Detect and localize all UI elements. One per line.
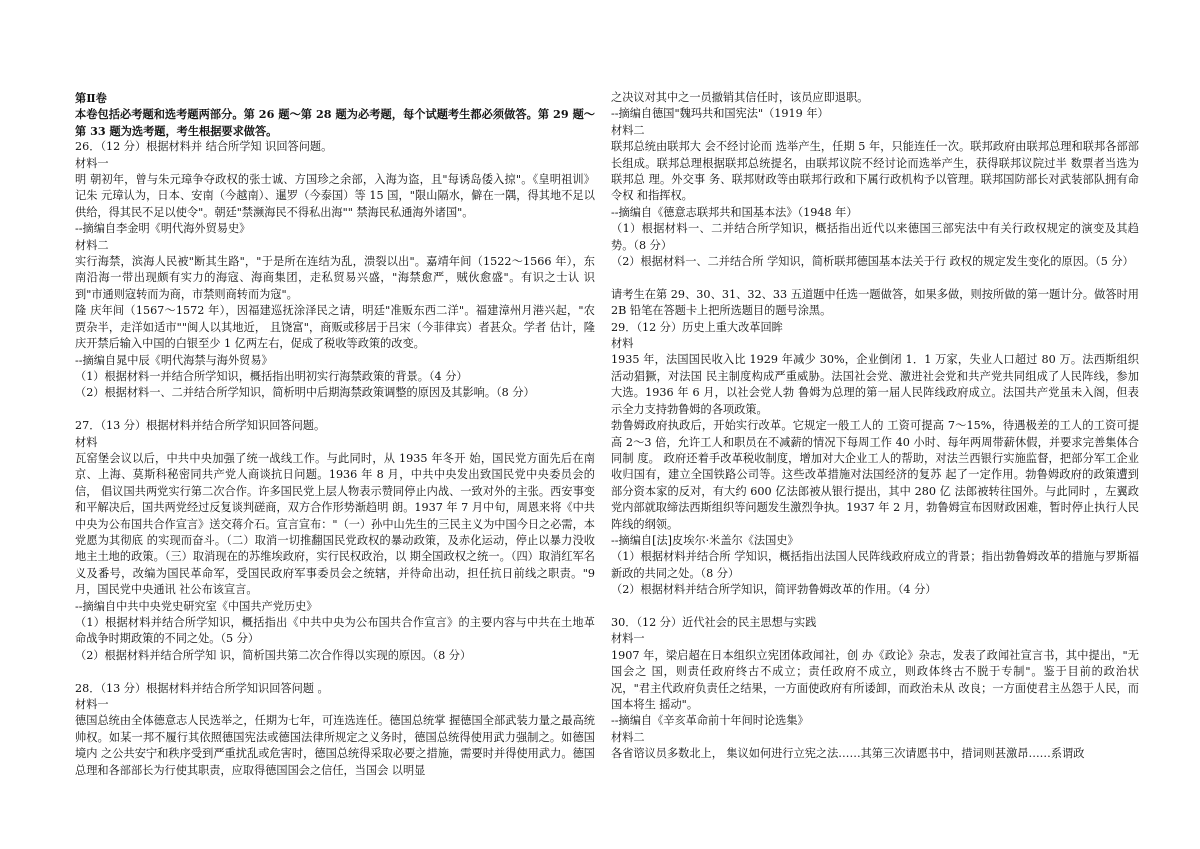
paragraph: 本卷包括必考题和选考题两部分。第 26 题～第 28 题为必考题，每个试题考生都必须做答。第 29 题～第 33 题为选考题，考生根据要求做答。 [75, 107, 595, 138]
paragraph-gap [75, 402, 595, 418]
paragraph: 隆 庆年间（1567～1572 年），因福建巡抚涂泽民之请，明廷"准贩东西二洋"。福建漳州月港兴起，"农贾杂半，走洋如适市""闽人以其地近， 且饶富"，商贩或移居于吕宋（今菲律宾）者甚众。学者 估计，隆庆开禁后输入中国的白银至少 1 亿两左右，促成了税收等政策的改变。 [75, 304, 595, 351]
paragraph: --摘编自晁中辰《明代海禁与海外贸易》 [75, 353, 273, 367]
paragraph: （1）根据材料并结合所 学知识，概括指出法国人民阵线政府成立的背景；指出勃鲁姆改革的措施与罗斯福新政的共同之处。（8 分） [611, 550, 1139, 580]
paragraph: --摘编自李金明《明代海外贸易史》 [75, 222, 251, 236]
paragraph: 材料 [75, 435, 98, 449]
paragraph: 联邦总统由联邦大 会不经讨论而 选举产生，任期 5 年，只能连任一次。联邦政府由联邦总理和联邦各部部长组成。联邦总理根据联邦总统提名，由联邦议院不经讨论而选举产生，获得联邦议院过半 数票者当选为联邦总 理。外交事 务、联邦财政等由联邦行政和下属行政机构予以管理。联邦国防部长对武装部队拥有命令权 和指挥权。 [611, 140, 1139, 203]
paragraph: 1907 年，梁启超在日本组织立宪团体政闻社，创 办《政论》杂志，发表了政闻社宣言书，其中提出，"无国会之 国，则责任政府终古不成立；责任政府不成立，则政体终古不脱于专制"。鉴于目前的政治状况，"君主代政府负责任之结果，一方面使政府有所诿卸，而政治未从 改良；一方面使君主丛怨于人民，而国本将生 摇动"。 [611, 648, 1139, 711]
left-column [75, 90, 595, 779]
paragraph: 明 朝初年，曾与朱元璋争夺政权的张士诚、方国珍之余部，入海为盗，且"每诱岛倭入掠"。《皇明祖训》记朱 元璋认为，日本、安南（今越南）、暹罗（今泰国）等 15 国，"限山隔水，僻在一隅，得其地不足以供给，得其民不足以使令"。朝廷"禁濒海民不得私出海"" 禁海民私通海外诸国"。 [75, 173, 595, 219]
paragraph: （2）根据材料并结合所学知 识，简析国共第二次合作得以实现的原因。（8 分） [75, 648, 472, 662]
paragraph: 勃鲁姆政府执政后，开始实行改革。它规定一般工人的 工资可提高 7～15%，待遇极差的工人的工资可提高 2～3 倍，允许工人和职员在不减薪的情况下每周工作 40 小时、每年两周带薪休假，并要求完善集体合同制 度。 政府还着手改革税收制度，增加对大企业工人的帮助，对法兰西银行实施监督，把部分军工企业收归国有，建立全国铁路公司等。这些改革措施对法国经济的复苏 起了一定作用。勃鲁姆政府的政策遭到部分资本家的反对，有大约 600 亿法郎被从银行提出，其中 280 亿 法郎被转往国外。与此同时 ，左翼政党内部就取缔法西斯组织等问题发生激烈争执。1937 年 2 月，勃鲁姆宣布因财政困难，暂时停止执行人民阵线的纲领。 [611, 419, 1139, 531]
paragraph: （2）根据材料并结合所学知识，简评勃鲁姆改革的作用。（4 分） [611, 583, 937, 597]
paragraph: 1935 年，法国国民收入比 1929 年减少 30%，企业倒闭 1．1 万家，失业人口超过 80 万。法西斯组织活动猖獗，对法国 民主制度构成严重威胁。法国社会党、激进社会党和共产党共同组成了人民阵线，参加大选。1936 年 6 月，以社会党人勃 鲁姆为总理的第一届人民阵线政府成立。法国共产党虽未入阁，但表示全力支持勃鲁姆的各项政策。 [611, 353, 1139, 416]
paragraph-gap [611, 270, 1139, 286]
paragraph: 瓦窑堡会议以后，中共中央加强了统一战线工作。与此同时，从 1935 年冬开 始，国民党方面先后在南京、上海、莫斯科秘密同共产党人商谈抗日问题。1936 年 8 月，中共中央发出致国民党中央委员会的信， 倡议国共两党实行第二次合作。许多国民党上层人物表示赞同停止内战、一致对外的主张。西安事变和平解决后，国共两党经过反复谈判磋商，双方合作形势渐趋明 朗。1937 年 7 月中旬，周恩来将《中共中央为公布国共合作宣言》送交蒋介石。宣言宣布："（一）孙中山先生的三民主义为中国今日之必需，本党愿为其彻底 的实现而奋斗。（二）取消一切推翻国民党政权的暴动政策，及赤化运动，停止以暴力没收地主土地的政策。（三）取消现在的苏维埃政府，实行民权政治，以 期全国政权之统一。（四）取消红军名义及番号，改编为国民革命军，受国民政府军事委员会之统辖，并待命出动，担任抗日前线之职责。"9 月，国民党中央通讯 社公布该宣言。 [75, 451, 595, 597]
paragraph: 27．（13 分）根据材料并结合所学知识回答问题。 [75, 419, 326, 433]
paragraph: --摘编自中共中央党史研究室《中国共产党历史》 [75, 599, 318, 613]
paragraph: 28．（13 分）根据材料并结合所学知识回答问题 。 [75, 681, 329, 695]
paragraph: --摘编自《辛亥革命前十年间时论选集》 [611, 714, 809, 728]
paragraph: 26．（12 分）根据材料并 结合所学知 识回答问题。 [75, 140, 333, 154]
paragraph: （1）根据材料一、二并结合所学知识，概括指出近代以来德国三部宪法中有关行政权规定的演变及其趋势。（8 分） [611, 222, 1139, 252]
paragraph: 材料二 [611, 730, 645, 744]
paragraph: （1）根据材料并结合所学知识，概括指出《中共中央为公布国共合作宣言》的主要内容与中共在土地革命战争时期政策的不同之处。（5 分） [75, 615, 595, 646]
paragraph: 材料二 [611, 123, 645, 137]
paragraph: 德国总统由全体德意志人民选举之，任期为七年，可连选连任。德国总统掌 握德国全部武装力量之最高统帅权。如某一邦不履行其依照德国宪法或德国法律所规定之义务时，德国总统得使用武力强制之。如德国境内 之公共安宁和秩序受到严重扰乱或危害时，德国总统得采取必要之措施，需要时并得使用武力。德国总理和各部部长为行使其职责，应取得德国国会之信任，当国会 以明显 [75, 714, 595, 777]
paragraph: 请考生在第 29、30、31、32、33 五道题中任选一题做答，如果多做，则按所做的第一题计分。做答时用 2B 铅笔在答题卡上把所选题目的题号涂黑。 [611, 287, 1139, 318]
paragraph-gap [75, 664, 595, 680]
paragraph: （2）根据材料一、二并结合所学知识，简析明中后期海禁政策调整的原因及其影响。（8 分） [75, 386, 535, 400]
paragraph: 各省谘议员多数北上， 集议如何进行立宪之法……其第三次请愿书中，措词则甚激昂……系谓政 [611, 747, 1085, 761]
paragraph: --摘编自[法]皮埃尔·米盖尔《法国史》 [611, 533, 799, 547]
right-column [611, 90, 1139, 763]
paragraph: 材料 [611, 337, 634, 351]
paragraph: 实行海禁，滨海人民被"断其生路"，"于是所在连结为乱，溃裂以出"。嘉靖年间（1522～1566 年），东南沿海一带出现颇有实力的海寇、海商集团，走私贸易兴盛，"海禁愈严，贼伙愈盛"。有识之士认 识到"市通则寇转而为商，市禁则商转而为寇"。 [75, 255, 595, 301]
paragraph: 材料二 [75, 238, 109, 252]
paragraph: 30．（12 分）近代社会的民主思想与实践 [611, 615, 817, 629]
paragraph: （1）根据材料一并结合所学知识，概括指出明初实行海禁政策的背景。（4 分） [75, 369, 468, 383]
paragraph: 材料一 [611, 632, 645, 646]
paragraph: --摘编自《德意志联邦共和国基本法》（1948 年） [611, 205, 858, 219]
paragraph: --摘编自德国"魏玛共和国宪法"（1919 年） [611, 107, 829, 121]
paragraph: 之决议对其中之一员撤销其信任时，该员应即退职。 [611, 91, 869, 104]
paragraph: （2）根据材料一、二并结合所 学知识，简析联邦德国基本法关于行 政权的规定发生变化的原因。（5 分） [611, 255, 1134, 269]
paragraph: 第Ⅱ卷 [75, 91, 107, 105]
paragraph: 材料一 [75, 698, 109, 711]
paragraph: 29．（12 分）历史上重大改革回眸 [611, 320, 783, 334]
paragraph-gap [611, 599, 1139, 615]
paragraph: 材料一 [75, 156, 109, 170]
